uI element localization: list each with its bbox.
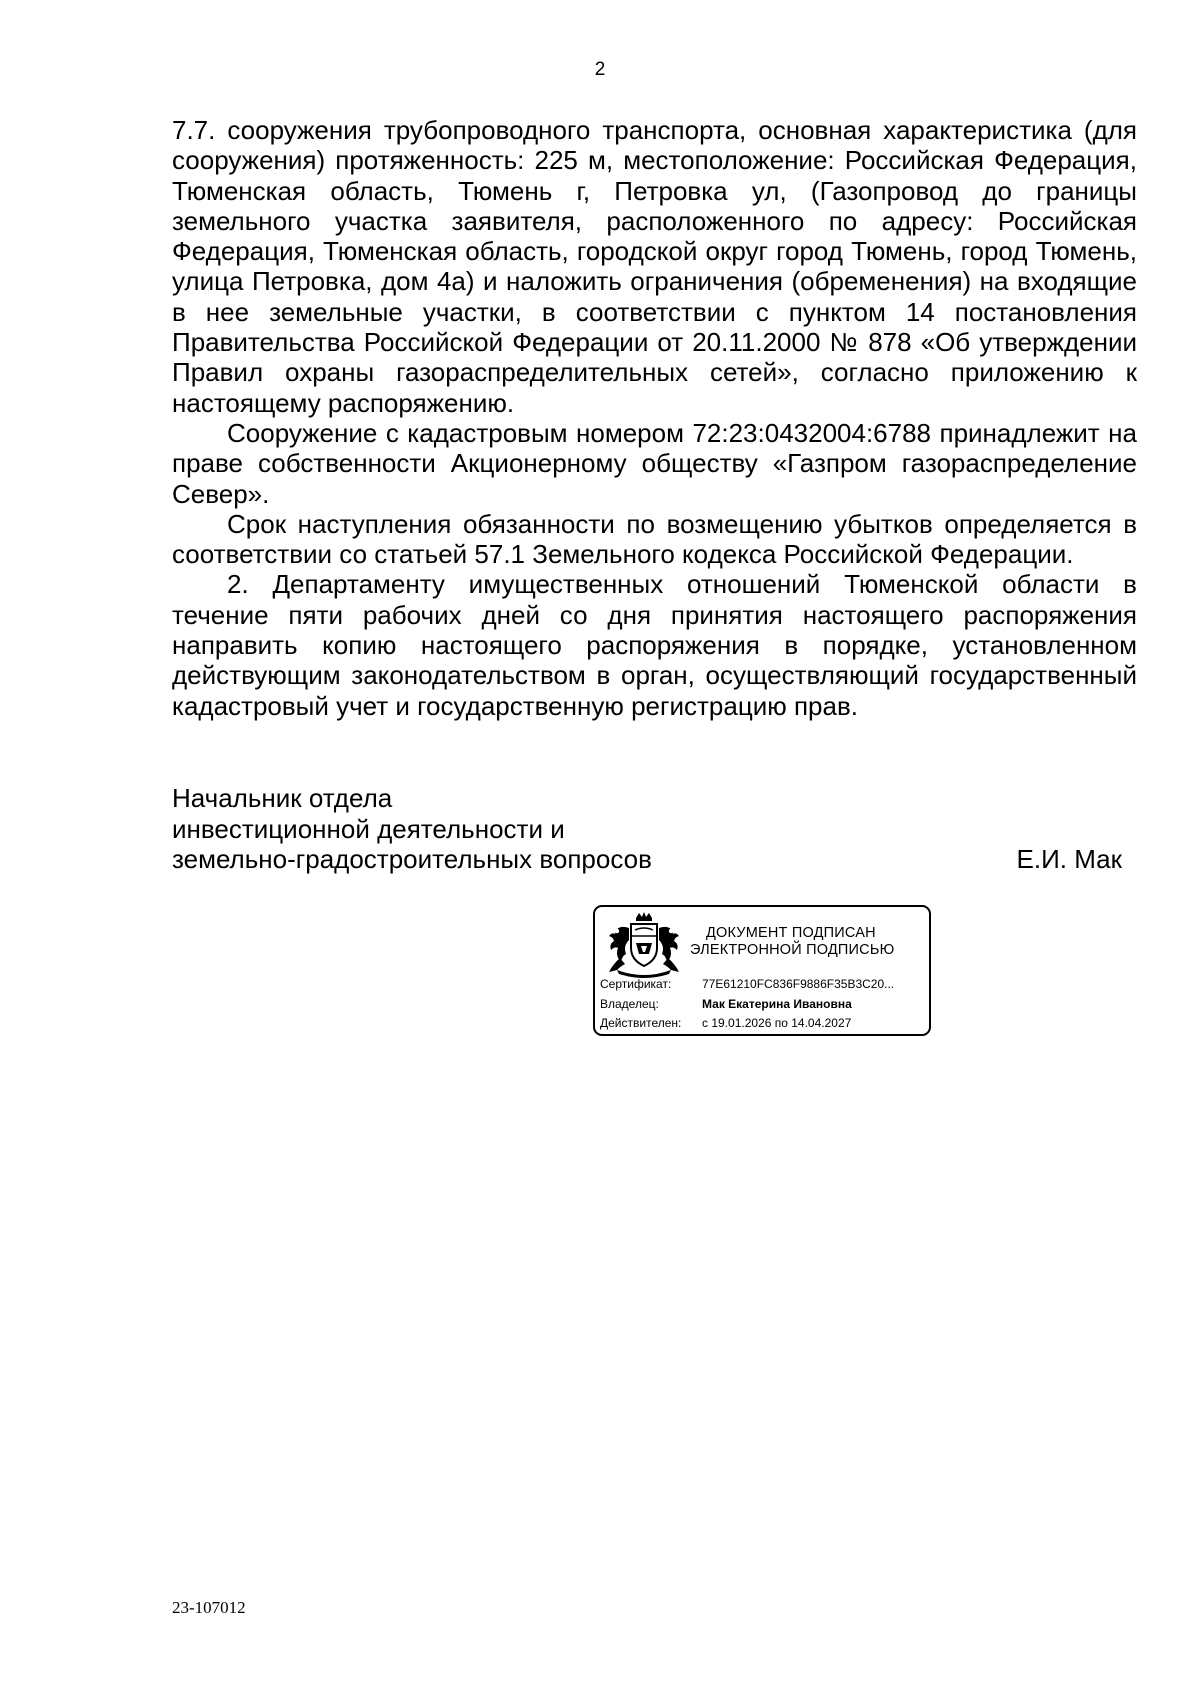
certificate-value: 77E61210FC836F9886F35B3C20... [702,977,895,991]
stamp-row-validity [600,1014,925,1034]
document-code: 23-107012 [172,1598,246,1617]
stamp-title-line: ЭЛЕКТРОННОЙ ПОДПИСЬЮ [690,942,895,958]
stamp-label: Владелец: [600,996,659,1011]
validity-value: с 19.01.2026 по 14.04.2027 [702,1016,852,1030]
owner-value: Мак Екатерина Ивановна [702,996,852,1011]
paragraph-item-2: 2. Департаменту имущественных отношений Тюменской области в течение пяти рабочих дней со дня принятия настоящего распоряжения направить копию настоящего распоряжения в порядке, установленном действующим законодательством в орган, осуществляющий государственный кадастровый учет и государственную регистрацию прав. [172,569,1137,721]
paragraph-compensation-term: Срок наступления обязанности по возмещению убытков определяется в соответствии со статьей 57.1 Земельного кодекса Российской Федерации. [172,508,1137,570]
signer-position-line: земельно-градостроительных вопросов [172,844,652,874]
stamp-title-line: ДОКУМЕНТ ПОДПИСАН [706,925,876,941]
signer-name: Е.И. Мак [1016,844,1122,874]
tyumen-coat-of-arms-icon [603,910,685,978]
stamp-label: Сертификат: [600,977,672,991]
stamp-title [690,925,922,959]
paragraph-ownership: Сооружение с кадастровым номером 72:23:0432004:6788 принадлежит на праве собственности Акционерному обществу «Газпром газораспределение Север». [172,417,1137,509]
electronic-signature-stamp [593,905,931,1036]
stamp-label: Действителен: [600,1016,682,1030]
signature-block [172,783,1122,875]
signer-position-line: инвестиционной деятельности и [172,813,565,844]
paragraph-item-7-7: 7.7. сооружения трубопроводного транспорта, основная характеристика (для сооружения) протяженность: 225 м, местоположение: Российская Федерация, Тюменская область, Тюмень г, Петровка ул, (Газопровод до границы земельного участка заявителя, расположенного по адресу: Российская Федерация, Тюменская область, городской округ город Тюмень, город Тюмень, улица Петровка, дом 4а) и наложить ограничения (обременения) на входящие в нее земельные участки, в соответствии с пунктом 14 постановления Правительства Российской Федерации от 20.11.2000 № 878 «Об утверждении Правил охраны газораспределительных сетей», согласно приложению к настоящему распоряжению. [172,115,1137,418]
signer-position-line: Начальник отдела [172,783,393,813]
stamp-row-certificate [600,975,925,995]
stamp-row-owner [600,995,925,1015]
document-body [172,115,1137,721]
page-number: 2 [594,59,606,80]
stamp-details [600,975,925,1034]
